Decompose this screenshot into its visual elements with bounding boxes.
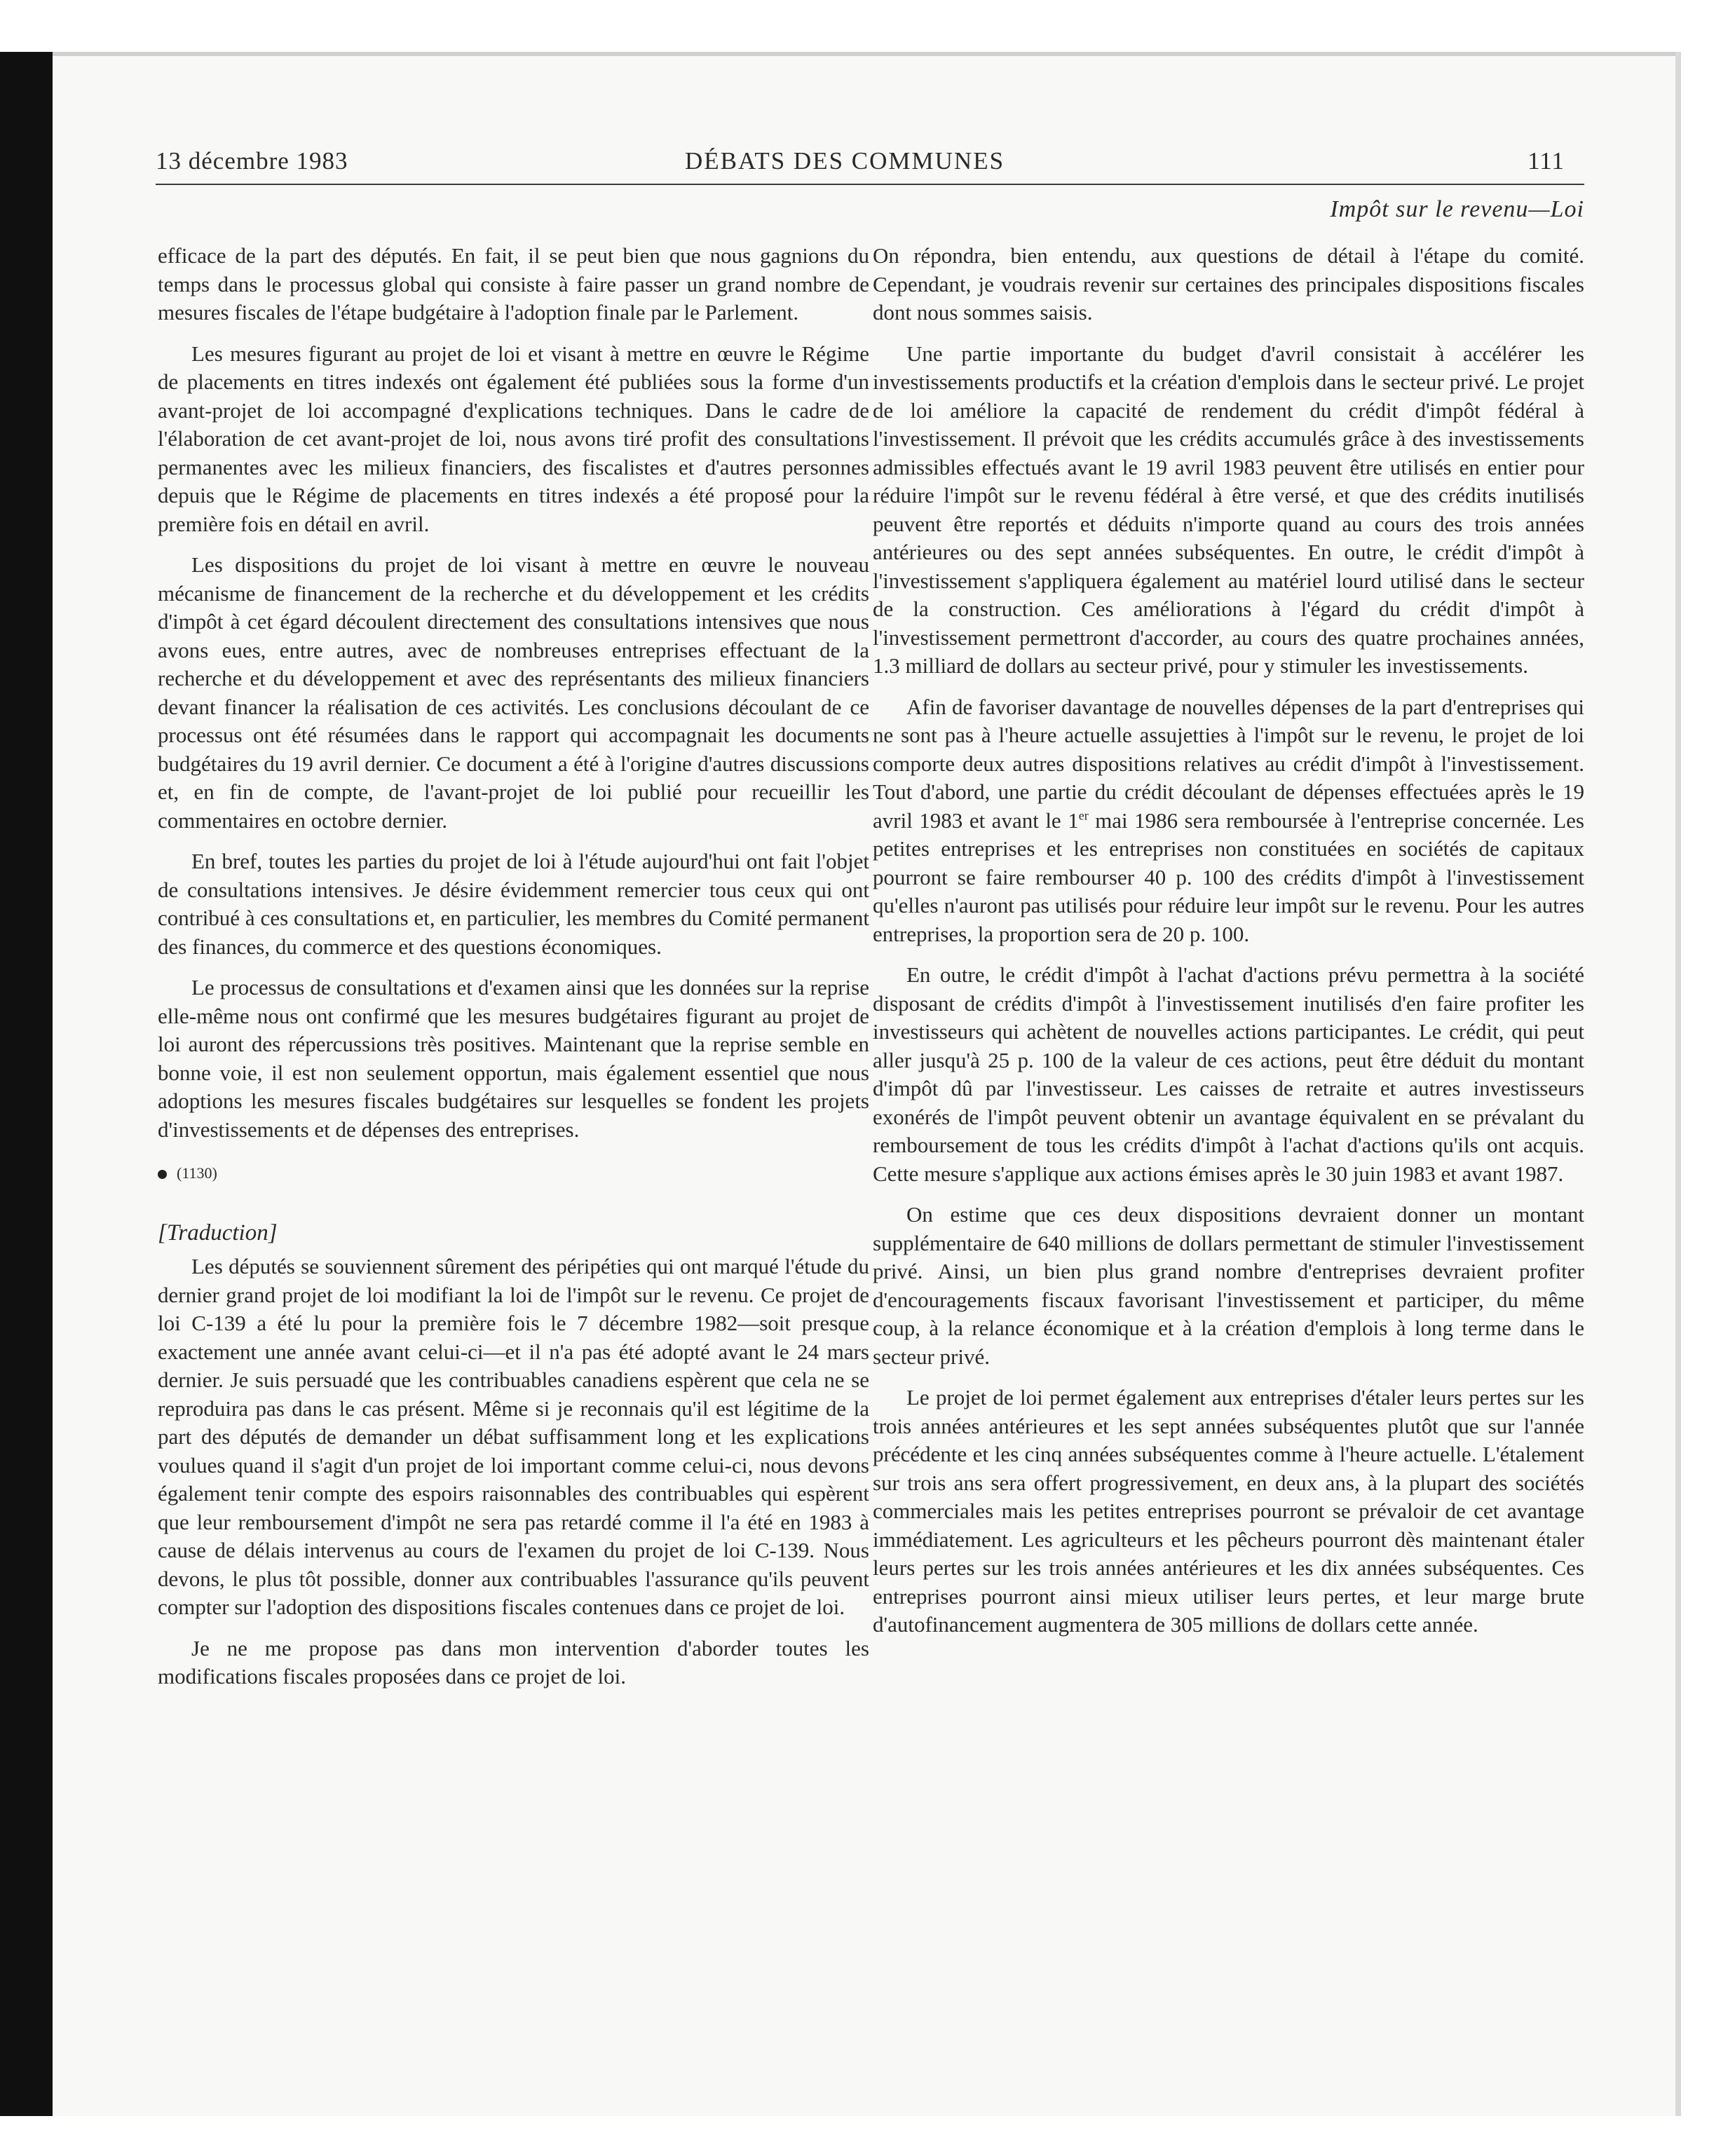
right-paragraph-3-part-1: Afin de favoriser davantage de nouvelles dépenses de la part d'entreprises qui ne sont pas à l'heure actuelle assujetties à l'impôt sur le revenu, le projet de loi comporte deux autres dispositions relatives au crédit d'impôt à l'investissement. Tout d'abord, une partie du crédit découlant de dépenses effectuées après le 19 avril 1983 et avant le 1 (873, 694, 1584, 833)
header-publication-title: DÉBATS DES COMMUNES (684, 147, 1005, 175)
right-column (873, 242, 1584, 1652)
header-date: 13 décembre 1983 (156, 147, 348, 175)
scan-border-left (0, 52, 53, 2116)
time-stamp-text: (1130) (177, 1164, 217, 1182)
left-paragraph-7: Je ne me propose pas dans mon intervention d'aborder toutes les modifications fiscales proposées dans ce projet de loi. (158, 1635, 869, 1688)
running-header (105, 147, 1584, 184)
left-paragraph-6: Les députés se souviennent sûrement des péripéties qui ont marqué l'étude du dernier grand projet de loi modifiant la loi de l'impôt sur le revenu. Ce projet de loi C-139 a été lu pour la première fois le 7 décembre 1982—soit presque exactement une année avant celui-ci—et il n'a pas été adopté avant le 24 mars dernier. Je suis persuadé que les contribuables canadiens espèrent que cela ne se reproduira pas dans le cas présent. Même si je reconnais qu'il est légitime de la part des députés de demander un débat suffisamment long et les explications voulues quand il s'agit d'un projet de loi important comme celui-ci, nous devons également tenir compte des espoirs raisonnables des contribuables qui espèrent que leur remboursement d'impôt ne sera pas retardé comme il l'a été en 1983 à cause de délais intervenus au cours de l'examen du projet de loi C-139. Nous devons, le plus tôt possible, donner aux contribuables l'assurance qu'ils peuvent compter sur l'adoption des dispositions fiscales contenues dans ce projet de loi. (158, 1254, 869, 1619)
left-paragraph-5: Le processus de consultations et d'examen ainsi que les données sur la reprise elle-même nous ont confirmé que les mesures budgétaires figurant au projet de loi auront des répercussions très positives. Maintenant que la reprise semble en bonne voie, il est non seulement opportun, mais également essentiel que nous adoptions les mesures fiscales budgétaires sur lesquelles se fondent les projets d'investissements et de dépenses des entreprises. (158, 975, 869, 1142)
header-subject: Impôt sur le revenu—Loi (1330, 196, 1584, 222)
translation-label: [Traduction] (158, 1220, 278, 1246)
header-rule (156, 184, 1584, 185)
right-paragraph-1: On répondra, bien entendu, aux questions de détail à l'étape du comité. Cependant, je voudrais revenir sur certaines des principales dispositions fiscales dont nous sommes saisis. (873, 243, 1584, 325)
right-paragraph-2: Une partie importante du budget d'avril consistait à accélérer les investissements productifs et la création d'emplois dans le secteur privé. Le projet de loi améliore la capacité de rendement du crédit d'impôt fédéral à l'investissement. Il prévoit que les crédits accumulés grâce à des investissements admissibles effectués avant le 19 avril 1983 peuvent être utilisés en entier pour réduire l'impôt sur le revenu fédéral à être versé, et que des crédits inutilisés peuvent être reportés et déduits n'importe quand au cours des trois années antérieures ou des sept années subséquentes. En outre, le crédit d'impôt à l'investissement s'appliquera également au matériel lourd utilisé dans le secteur de la construction. Ces améliorations à l'égard du crédit d'impôt à l'investissement permettront d'accorder, au cours des quatre prochaines années, 1.3 milliard de dollars au secteur privé, pour y stimuler les investissements. (873, 341, 1584, 678)
left-paragraph-4: En bref, toutes les parties du projet de loi à l'étude aujourd'hui ont fait l'objet de consultations intensives. Je désire évidemment remercier tous ceux qui ont contribué à ces consultations et, en particulier, les membres du Comité permanent des finances, du commerce et des questions économiques. (158, 849, 869, 959)
scan-border-right (1675, 52, 1681, 2116)
superscript-er: er (1078, 808, 1089, 823)
time-stamp (158, 1159, 869, 1188)
right-paragraph-3 (873, 693, 1584, 949)
right-paragraph-5: On estime que ces deux dispositions devraient donner un montant supplémentaire de 640 millions de dollars permettant de stimuler l'investissement privé. Ainsi, un bien plus grand nombre d'entreprises devraient profiter d'encouragements fiscaux favorisant l'investissement et participer, du même coup, à la relance économique et à la création d'emplois à long terme dans le secteur privé. (873, 1202, 1584, 1369)
right-paragraph-3-part-2: mai 1986 sera remboursée à l'entreprise concernée. Les petites entreprises et les entreprises non constituées en sociétés de capitaux pourront se faire rembourser 40 p. 100 des crédits d'impôt à l'investissement qu'elles n'auront pas utilisés pour réduire leur impôt sur le revenu. Pour les autres entreprises, la proportion sera de 20 p. 100. (873, 807, 1584, 946)
left-paragraph-2: Les mesures figurant au projet de loi et visant à mettre en œuvre le Régime de placements en titres indexés ont également été publiées sous la forme d'un avant-projet de loi accompagné d'explications techniques. Dans le cadre de l'élaboration de cet avant-projet de loi, nous avons tiré profit des consultations permanentes avec les milieux financiers, des fiscalistes et d'autres personnes depuis que le Régime de placements en titres indexés a été proposé pour la première fois en détail en avril. (158, 341, 869, 536)
header-page-number: 111 (1528, 147, 1565, 175)
left-paragraph-1: efficace de la part des députés. En fait, il se peut bien que nous gagnions du temps dans le processus global qui consiste à faire passer un grand nombre de mesures fiscales de l'étape budgétaire à l'adoption finale par le Parlement. (158, 243, 869, 325)
bullet-icon (158, 1170, 167, 1179)
scan-border-top (53, 52, 1679, 56)
left-column (158, 242, 869, 1704)
right-paragraph-6: Le projet de loi permet également aux entreprises d'étaler leurs pertes sur les trois années antérieures et les sept années subséquentes plutôt que sur l'année précédente et les cinq années subséquentes comme à l'heure actuelle. L'étalement sur trois ans sera offert progressivement, en deux ans, à la plupart des sociétés commerciales mais les petites entreprises pourront se prévaloir de cet avantage immédiatement. Les agriculteurs et les pêcheurs pourront dès maintenant étaler leurs pertes sur les trois années antérieures et les dix années subséquentes. Ces entreprises pourront ainsi mieux utiliser leurs pertes, et leur marge brute d'autofinancement augmentera de 305 millions de dollars cette année. (873, 1385, 1584, 1637)
right-paragraph-4: En outre, le crédit d'impôt à l'achat d'actions prévu permettra à la société disposant de crédits d'impôt à l'investissement inutilisés d'en faire profiter les investisseurs qui achètent de nouvelles actions participantes. Le crédit, qui peut aller jusqu'à 25 p. 100 de la valeur de ces actions, peut être déduit du montant d'impôt dû par l'investisseur. Les caisses de retraite et autres investisseurs exonérés de l'impôt peuvent obtenir un avantage équivalent en se prévalant du remboursement de tous les crédits d'impôt à l'achat d'actions qu'ils ont acquis. Cette mesure s'applique aux actions émises après le 30 juin 1983 et avant 1987. (873, 962, 1584, 1186)
left-paragraph-3: Les dispositions du projet de loi visant à mettre en œuvre le nouveau mécanisme de financement de la recherche et du développement et les crédits d'impôt à cet égard découlent directement des consultations intensives que nous avons eues, entre autres, avec de nombreuses entreprises effectuant de la recherche et du développement et avec des représentants des milieux financiers devant financer la réalisation de ces activités. Les conclusions découlant de ce processus ont été résumées dans le rapport qui accompagnait les documents budgétaires du 19 avril dernier. Ce document a été à l'origine d'autres discussions et, en fin de compte, de l'avant-projet de loi publié pour recueillir les commentaires en octobre dernier. (158, 552, 869, 833)
